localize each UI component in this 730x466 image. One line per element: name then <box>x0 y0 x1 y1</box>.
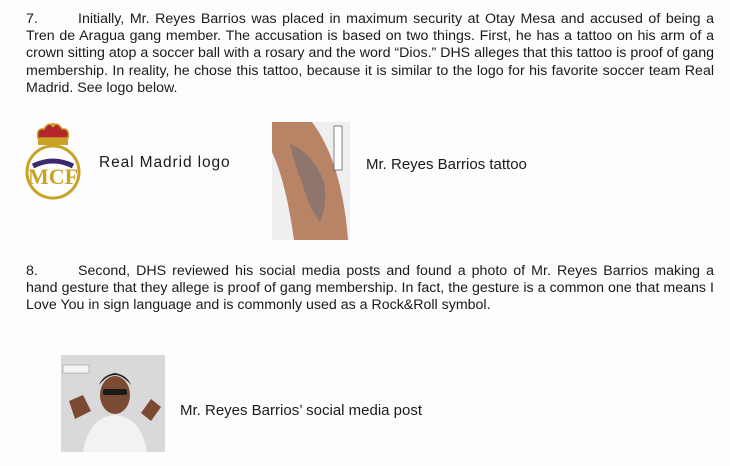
sunglasses <box>103 389 127 395</box>
real-madrid-logo <box>24 122 82 200</box>
paragraph-8 <box>26 263 714 315</box>
paragraph-number: 7. <box>26 11 38 27</box>
paragraph-text: Second, DHS reviewed his social media posts and found a photo of Mr. Reyes Barrios making a hand gesture that they allege is proof of gang membership. In fact, the gesture is a common one that means I Love You in sign language and is commonly used as a Rock&Roll symbol. <box>26 263 714 314</box>
paragraph-text: Initially, Mr. Reyes Barrios was placed in maximum security at Otay Mesa and accused of being a Tren de Aragua gang member. The accusation is based on two things. First, he has a tattoo on his arm of a crown sitting atop a soccer ball with a rosary and the word “Dios.” DHS alleges that this tattoo is proof of gang membership. In reality, he chose this tattoo, because it is similar to the logo for his favorite soccer team Real Madrid. See logo below. <box>26 11 714 96</box>
post-caption: Mr. Reyes Barrios’ social media post <box>180 402 423 419</box>
tattoo-photo <box>272 122 350 240</box>
logo-caption: Real Madrid logo <box>99 154 231 171</box>
paragraph-7 <box>26 11 714 97</box>
paragraph-number: 8. <box>26 263 38 279</box>
crest-monogram: MCF <box>27 164 79 189</box>
social-media-post-photo <box>61 355 165 452</box>
tattoo-caption: Mr. Reyes Barrios tattoo <box>366 156 527 173</box>
